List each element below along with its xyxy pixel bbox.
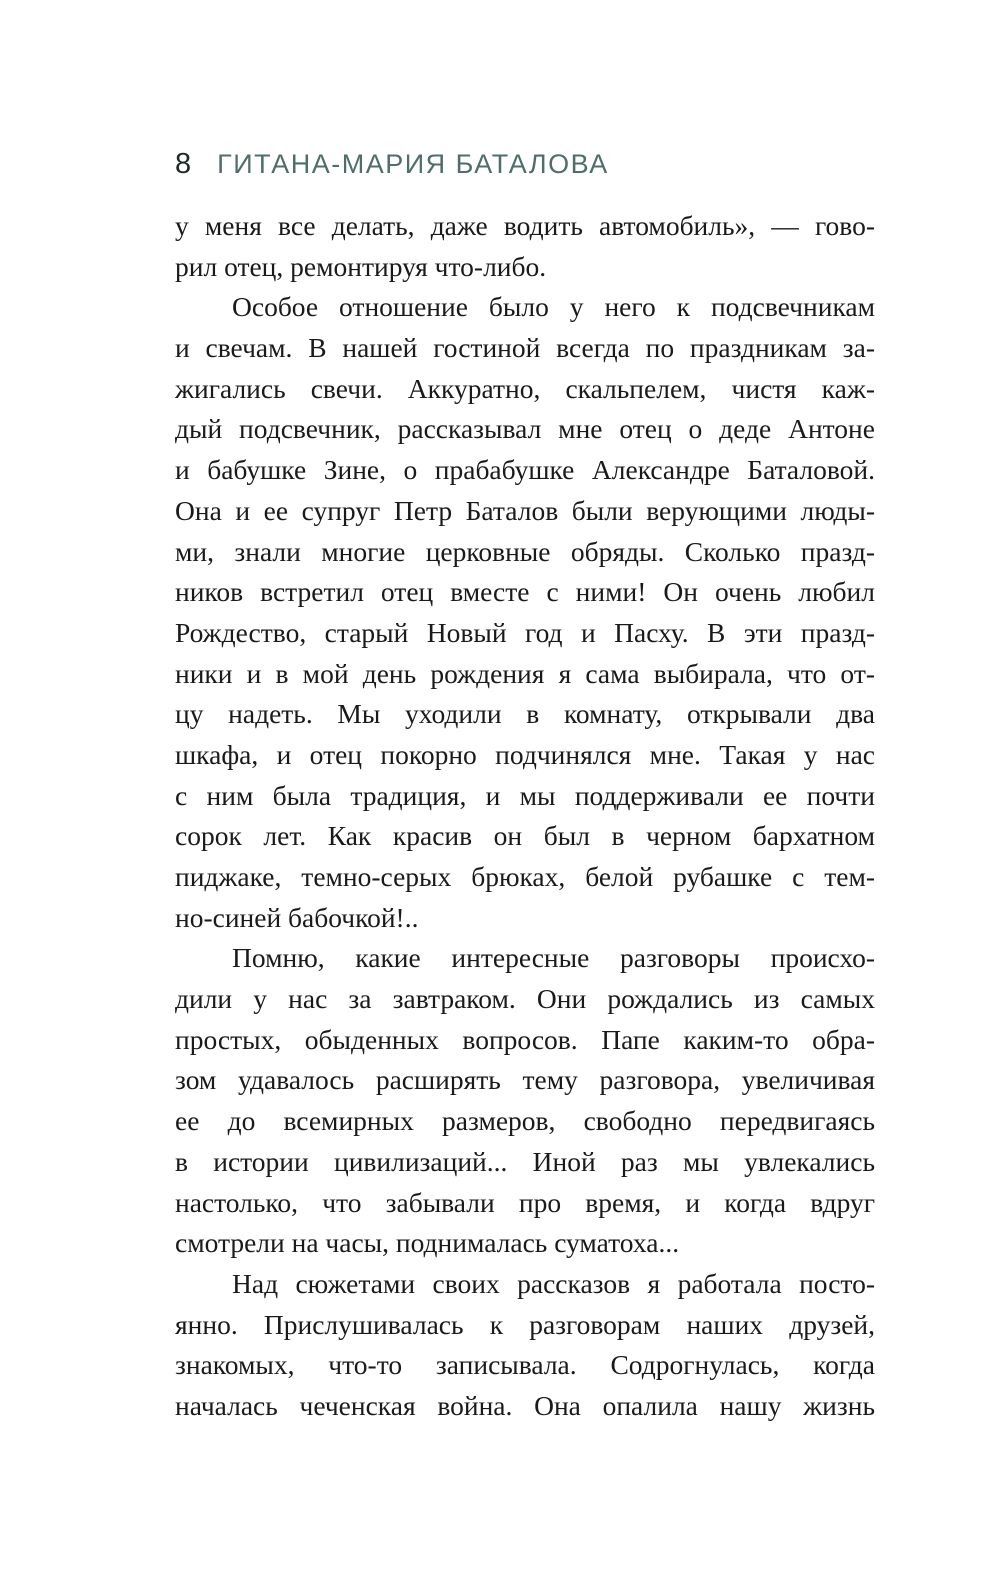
text-line: ников встретил отец вместе с ними! Он очень любил: [175, 576, 875, 608]
text-line: пиджаке, темно-серых брюках, белой рубашке с тем-: [175, 861, 875, 892]
text-line: янно. Прислушивалась к разговорам наших друзей,: [175, 1308, 875, 1340]
text-line: цу надеть. Мы уходили в комнату, открывали два: [175, 698, 875, 730]
text-line: ее до всемирных размеров, свободно передвигаясь: [175, 1105, 875, 1137]
text-line: и свечам. В нашей гостиной всегда по праздникам за-: [175, 332, 875, 364]
text-line: сорок лет. Как красив он был в черном бархатном: [175, 820, 875, 852]
text-line: дили у нас за завтраком. Они рождались из самых: [175, 983, 875, 1015]
text-line: дый подсвечник, рассказывал мне отец о деде Антоне: [175, 413, 875, 445]
text-line: но-синей бабочкой!..: [175, 901, 419, 933]
text-line: и бабушке Зине, о прабабушке Александре Баталовой.: [175, 454, 875, 486]
text-line: ми, знали многие церковные обряды. Сколько празд-: [175, 535, 875, 567]
text-line: рил отец, ремонтируя что-либо.: [175, 250, 547, 282]
text-line: Над сюжетами своих рассказов я работала посто-: [232, 1267, 875, 1299]
text-line: в истории цивилизаций... Иной раз мы увлекались: [175, 1145, 875, 1177]
text-line: Рождество, старый Новый год и Пасху. В эти празд-: [175, 616, 875, 648]
text-line: с ним была традиция, и мы поддерживали ее почти: [175, 779, 875, 811]
running-title: ГИТАНА-МАРИЯ БАТАЛОВА: [217, 149, 609, 179]
text-line: Помню, какие интересные разговоры происхо-: [232, 942, 875, 974]
page-header: [175, 148, 609, 198]
text-line: шкафа, и отец покорно подчинялся мне. Такая у нас: [175, 738, 875, 770]
text-line: Она и ее супруг Петр Баталов были верующими люды-: [175, 494, 875, 526]
text-line: жигались свечи. Аккуратно, скальпелем, чистя каж-: [175, 372, 875, 404]
text-line: Особое отношение было у него к подсвечникам: [232, 291, 875, 323]
text-line: зом удавалось расширять тему разговора, увеличивая: [175, 1064, 875, 1096]
text-line: простых, обыденных вопросов. Папе каким-то обра-: [175, 1023, 875, 1055]
text-line: началась чеченская война. Она опалила нашу жизнь: [175, 1389, 875, 1421]
text-line: смотрели на часы, поднималась суматоха...: [175, 1227, 680, 1259]
text-line: ники и в мой день рождения я сама выбирала, что от-: [175, 657, 875, 689]
text-line: у меня все делать, даже водить автомобиль», — гово-: [175, 210, 875, 241]
text-line: знакомых, что-то записывала. Содрогнулась, когда: [175, 1349, 875, 1381]
text-line: настолько, что забывали про время, и когда вдруг: [175, 1186, 875, 1218]
body-text: [175, 206, 875, 1427]
page-number: 8: [175, 148, 192, 180]
